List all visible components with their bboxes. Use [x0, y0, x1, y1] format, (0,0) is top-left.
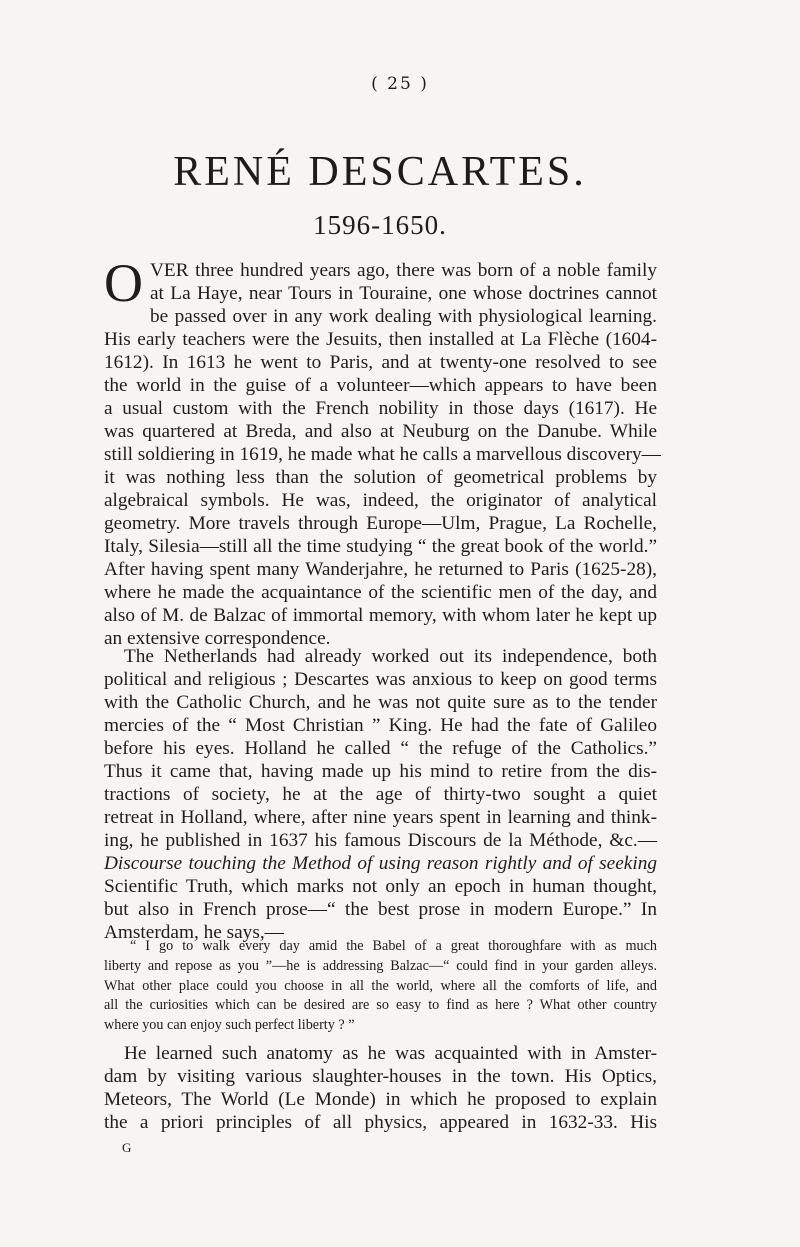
- drop-cap: O: [104, 253, 143, 313]
- text-line: dam by visiting various slaughter-houses in the town. His Optics,: [104, 1066, 657, 1087]
- text-line: but also in French prose—“ the best prose in modern Europe.” In: [104, 899, 657, 920]
- chapter-dates: 1596-1650.: [313, 210, 447, 240]
- page-number: ( 25 ): [371, 74, 429, 94]
- text-line: Scientific Truth, which marks not only an epoch in human thought,: [104, 876, 657, 897]
- text-line: the a priori principles of all physics, appeared in 1632-33. His: [104, 1112, 657, 1133]
- text-line: before his eyes. Holland he called “ the refuge of the Catholics.”: [104, 738, 657, 759]
- text-line: Thus it came that, having made up his mind to retire from the dis-: [104, 761, 657, 782]
- paragraph-3: [104, 1042, 657, 1134]
- text-line: be passed over in any work dealing with physiological learning.: [150, 306, 657, 327]
- text-line: Discourse touching the Method of using reason rightly and of seeking: [104, 853, 657, 874]
- quote-line: “ I go to walk every day amid the Babel of a great thoroughfare with as much: [130, 938, 657, 954]
- text-line: mercies of the “ Most Christian ” King. He had the fate of Galileo: [104, 715, 657, 736]
- quote-line: where you can enjoy such perfect liberty ? ”: [104, 1017, 355, 1034]
- text-line: geometry. More travels through Europe—Ulm, Prague, La Rochelle,: [104, 513, 657, 534]
- text-line: ing, he published in 1637 his famous Discours de la Méthode, &c.—: [104, 830, 657, 851]
- text-line: The Netherlands had already worked out its independence, both: [124, 646, 657, 667]
- chapter-title: RENÉ DESCARTES.: [173, 149, 587, 195]
- text-line: the world in the guise of a volunteer—which appears to have been: [104, 375, 657, 396]
- block-quote: [104, 937, 657, 1036]
- paragraph-1: [104, 259, 661, 650]
- quote-line: What other place could you choose in all the world, where all the comforts of life, and: [104, 977, 657, 994]
- text-line: algebraical symbols. He was, indeed, the originator of analytical: [104, 490, 657, 511]
- text-line: a usual custom with the French nobility in those days (1617). He: [104, 398, 657, 419]
- signature-mark: G: [122, 1140, 132, 1155]
- quote-line: liberty and repose as you ”—he is addressing Balzac—“ could find in your garden alleys.: [104, 957, 657, 974]
- text-line: 1612). In 1613 he went to Paris, and at twenty-one resolved to see: [104, 352, 657, 373]
- text-line: was quartered at Breda, and also at Neuburg on the Danube. While: [104, 421, 657, 442]
- text-line: where he made the acquaintance of the scientific men of the day, and: [104, 582, 657, 603]
- quote-line: all the curiosities which can be desired are so easy to find as here ? What other country: [104, 997, 657, 1014]
- text-line: tractions of society, he at the age of thirty-two sought a quiet: [104, 784, 657, 805]
- paragraph-2: [104, 645, 657, 944]
- text-line: at La Haye, near Tours in Touraine, one whose doctrines cannot: [150, 283, 657, 304]
- text-line: His early teachers were the Jesuits, then installed at La Flèche (1604-: [104, 329, 657, 350]
- text-line: with the Catholic Church, and he was not quite sure as to the tender: [104, 692, 657, 713]
- text-line: Meteors, The World (Le Monde) in which he proposed to explain: [104, 1089, 657, 1110]
- text-line: political and religious ; Descartes was anxious to keep on good terms: [104, 669, 657, 690]
- text-line: VER three hundred years ago, there was born of a noble family: [150, 260, 657, 281]
- text-line: Italy, Silesia—still all the time studying “ the great book of the world.”: [104, 536, 657, 557]
- text-line: Amsterdam, he says,—: [104, 922, 284, 943]
- text-line: it was nothing less than the solution of geometrical problems by: [104, 467, 657, 488]
- text-line: retreat in Holland, where, after nine years spent in learning and think-: [104, 807, 657, 828]
- text-line: After having spent many Wanderjahre, he returned to Paris (1625-28),: [104, 559, 657, 580]
- text-line: He learned such anatomy as he was acquainted with in Amster-: [124, 1043, 657, 1064]
- text-line: also of M. de Balzac of immortal memory, with whom later he kept up: [104, 605, 657, 626]
- text-line: still soldiering in 1619, he made what he calls a marvellous discovery—: [104, 444, 661, 465]
- text-line: an extensive correspondence.: [104, 628, 331, 649]
